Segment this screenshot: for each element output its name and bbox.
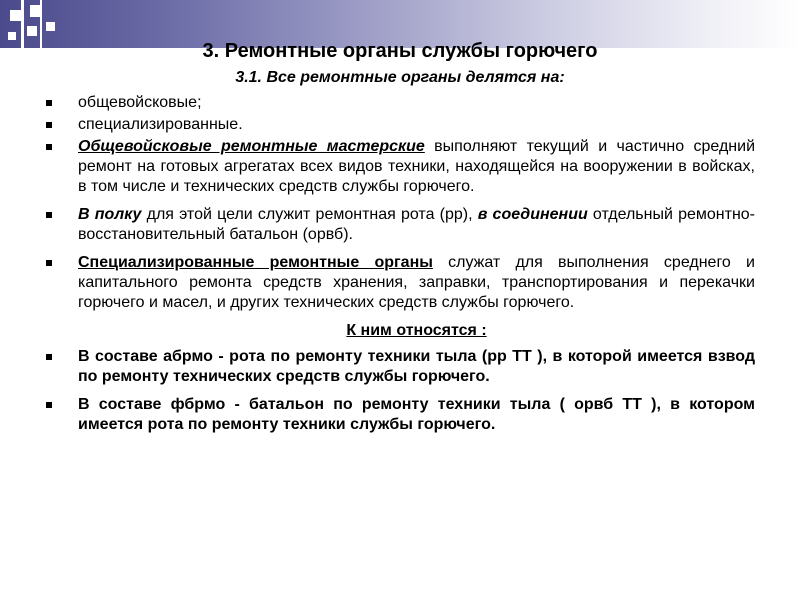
list-item-text: В составе фбрмо - батальон по ремонту техники тыла ( орвб ТТ ), в котором имеется рота по ремонту техники службы горючего. [78,396,755,433]
decorative-square [46,22,55,31]
square-bullet-icon [46,100,52,106]
decorative-vertical-line [21,0,24,600]
list-item [45,93,755,113]
decorative-square [30,5,42,17]
square-bullet-icon [46,122,52,128]
body-text: для этой цели служит ремонтная рота (рр), [141,206,478,223]
body-text: служат для выполнения среднего и капитального ремонта средств хранения, заправки, транспортирования и перекачки горючего и масел, и других технических средств службы горючего. [78,254,755,311]
list-item [45,137,755,197]
list-item [45,395,755,435]
list-item-text: специализированные. [78,116,243,133]
slide-title: 3. Ремонтные органы службы горючего [202,40,598,62]
emphasis-text: В полку [78,206,142,223]
decorative-square [10,10,21,21]
slide-subtitle: 3.1. Все ремонтные органы делятся на: [235,69,565,86]
body-text: выполняют текущий и частично средний ремонт на готовых агрегатах всех видов техники, находящейся на вооружении в войсках, в том числе и технических средств службы горючего. [78,138,755,195]
list-item [45,115,755,135]
square-bullet-icon [46,402,52,408]
body-text: отдельный ремонтно-восстановительный батальон (орвб). [78,206,756,243]
list-item-text: общевойсковые; [78,94,202,111]
slide-content [45,93,755,443]
list-item [45,205,755,245]
list-item [45,253,755,313]
list-item-text: В составе абрмо - рота по ремонту техники тыла (рр ТТ ), в которой имеется взвод по ремонту технических средств службы горючего. [78,348,755,385]
decorative-square [27,26,37,36]
list-item [45,347,755,387]
emphasis-text: Специализированные ремонтные органы [78,254,433,271]
square-bullet-icon [46,260,52,266]
section-heading: К ним относятся : [346,322,487,339]
emphasis-text: Общевойсковые ремонтные мастерские [78,138,425,155]
square-bullet-icon [46,354,52,360]
square-bullet-icon [46,144,52,150]
list-item-text [78,137,755,197]
list-item-text [78,253,755,313]
emphasis-text: в соединении [477,206,588,223]
square-bullet-icon [46,212,52,218]
list-item-text [78,205,755,245]
